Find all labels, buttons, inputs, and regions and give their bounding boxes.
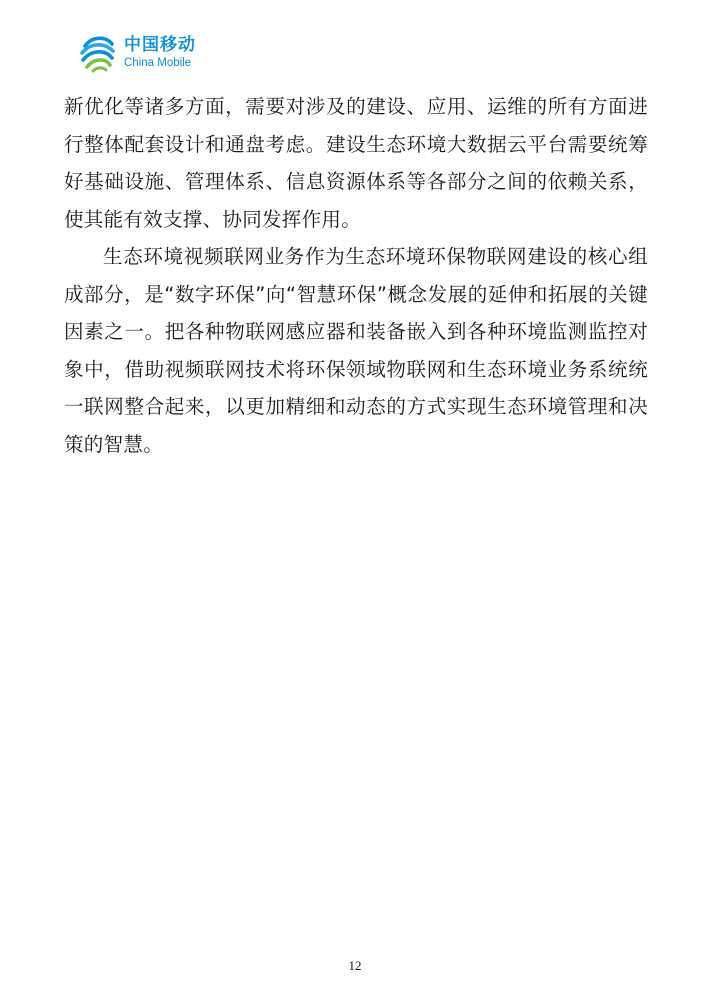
- logo-english-name: China Mobile: [124, 56, 192, 69]
- paragraph-2: 生态环境视频联网业务作为生态环境环保物联网建设的核心组成部分，是“数字环保”向“智慧环保”概念发展的延伸和拓展的关键因素之一。把各种物联网感应器和装备嵌入到各种环境监测监控对象中，借助视频联网技术将环保领域物联网和生态环境业务系统统一联网整合起来，以更加精细和动态的方式实现生态环境管理和决策的智慧。: [64, 245, 648, 456]
- header-logo: [78, 31, 196, 75]
- china-mobile-logo-icon: [78, 32, 118, 74]
- paragraph-1: 新优化等诸多方面，需要对涉及的建设、应用、运维的所有方面进行整体配套设计和通盘考虑。建设生态环境大数据云平台需要统筹好基础设施、管理体系、信息资源体系等各部分之间的依赖关系，使其能有效支撑、协同发挥作用。: [64, 95, 648, 231]
- logo-text: [124, 34, 196, 70]
- document-body: [64, 88, 648, 463]
- page-number: 12: [348, 958, 362, 973]
- logo-chinese-name: 中国移动: [124, 34, 196, 55]
